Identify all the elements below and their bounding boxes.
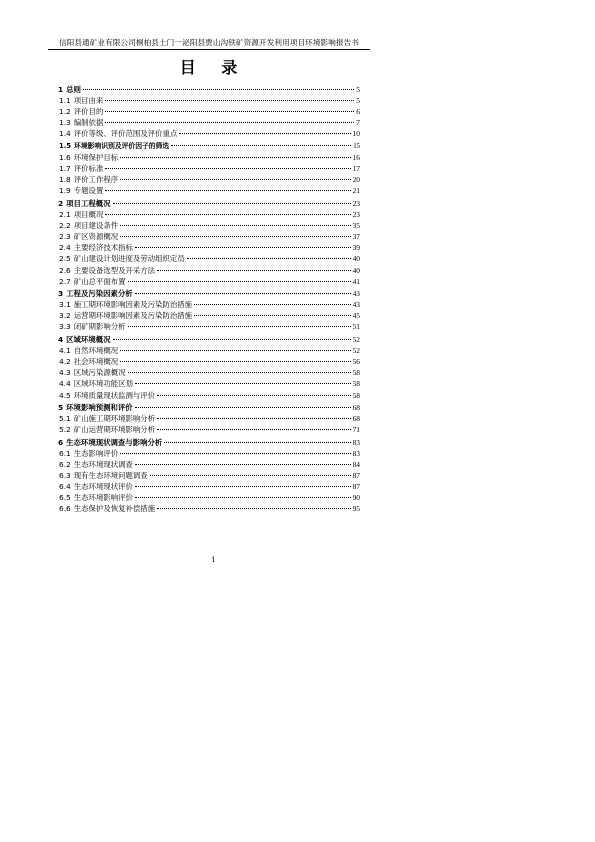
toc-section-entry[interactable] (58, 141, 360, 152)
toc-entry-label: 主要经济技术指标 (73, 243, 133, 253)
toc-section-entry[interactable] (58, 345, 360, 356)
toc-chapter-entry[interactable] (58, 334, 360, 345)
toc-entry-label: 编制依据 (73, 117, 104, 127)
toc-dot-leader (171, 145, 351, 146)
toc-entry-label: 主要设备选型及开采方法 (73, 265, 156, 275)
toc-entry-page: 87 (352, 482, 360, 492)
page-number: 1 (211, 556, 216, 564)
toc-entry-page: 90 (352, 493, 360, 503)
toc-entry-page: 10 (352, 128, 360, 138)
toc-section-entry[interactable] (58, 163, 360, 174)
toc-dot-leader (83, 89, 354, 90)
toc-entry-page: 71 (352, 425, 360, 435)
toc-entry-page: 68 (352, 414, 360, 424)
toc-entry-page: 40 (352, 254, 360, 264)
toc-entry-number: 4.3 (59, 368, 71, 378)
toc-entry-label: 区域环境功能区划 (73, 379, 133, 389)
toc-section-entry[interactable] (58, 209, 360, 220)
toc-dot-leader (113, 203, 351, 204)
toc-section-entry[interactable] (58, 503, 360, 514)
toc-dot-leader (120, 236, 350, 237)
toc-dot-leader (135, 407, 351, 408)
toc-entry-number: 4.4 (59, 379, 71, 389)
header-rule (48, 49, 370, 50)
toc-dot-leader (135, 247, 351, 248)
toc-entry-page: 7 (356, 117, 360, 127)
toc-entry-number: 6.1 (59, 449, 71, 458)
toc-dot-leader (105, 122, 354, 123)
toc-title: 目 录 (179, 58, 248, 77)
toc-dot-leader (105, 111, 354, 112)
toc-entry-number: 1.7 (59, 164, 71, 174)
toc-dot-leader (120, 453, 350, 454)
table-of-contents (58, 82, 360, 515)
toc-section-entry[interactable] (58, 390, 360, 401)
toc-entry-label: 矿山运营期环境影响分析 (73, 425, 156, 435)
toc-section-entry[interactable] (58, 152, 360, 163)
toc-entry-label: 环境影响识别及评价因子的筛选 (74, 141, 170, 150)
toc-entry-page: 87 (352, 471, 360, 481)
toc-entry-number: 1.1 (59, 95, 71, 105)
toc-section-entry[interactable] (58, 299, 360, 310)
toc-section-entry[interactable] (58, 128, 360, 139)
toc-entry-label: 运营期环境影响因素及污染防治措施 (73, 311, 193, 321)
running-header: 信阳县通矿业有限公司桐柏县土门一泌阳县贾山沟铁矿资源开发利用项目环境影响报告书 (58, 38, 360, 47)
toc-entry-number: 5 (58, 403, 64, 413)
toc-section-entry[interactable] (58, 276, 360, 287)
toc-section-entry[interactable] (58, 231, 360, 242)
toc-entry-label: 环境影响预测和评价 (66, 403, 133, 413)
toc-entry-label: 生态环境现状调查与影响分析 (66, 437, 163, 447)
toc-entry-number: 1.3 (59, 117, 71, 127)
toc-section-entry[interactable] (58, 117, 360, 128)
toc-section-entry[interactable] (58, 174, 360, 185)
toc-entry-page: 40 (352, 265, 360, 275)
toc-entry-number: 5.1 (59, 414, 71, 424)
toc-entry-label: 环境保护目标 (73, 153, 119, 163)
toc-entry-page: 83 (352, 437, 360, 447)
toc-entry-number: 2.6 (59, 265, 71, 275)
toc-entry-page: 5 (356, 84, 360, 94)
toc-entry-page: 41 (352, 276, 360, 286)
toc-dot-leader (128, 281, 351, 282)
toc-dot-leader (128, 326, 351, 327)
toc-entry-label: 现有生态环境问题调查 (73, 471, 148, 481)
toc-dot-leader (135, 486, 351, 487)
toc-entry-page: 95 (352, 504, 360, 514)
toc-entry-number: 6.5 (59, 493, 71, 503)
toc-entry-page: 58 (352, 379, 360, 389)
toc-dot-leader (135, 383, 351, 384)
toc-dot-leader (105, 214, 350, 215)
toc-entry-page: 5 (356, 95, 360, 105)
toc-entry-page: 51 (352, 322, 360, 332)
toc-entry-number: 1.5 (59, 141, 72, 150)
toc-entry-label: 生态环境影响评价 (73, 493, 133, 503)
toc-entry-label: 生态环境现状调查 (73, 460, 133, 470)
toc-entry-number: 2.3 (59, 232, 71, 242)
toc-dot-leader (113, 339, 351, 340)
toc-entry-label: 总则 (66, 84, 81, 94)
toc-dot-leader (179, 133, 350, 134)
toc-dot-leader (120, 157, 350, 158)
toc-section-entry[interactable] (58, 321, 360, 332)
toc-entry-label: 闭矿期影响分析 (73, 322, 126, 332)
toc-dot-leader (164, 442, 350, 443)
toc-dot-leader (194, 304, 351, 305)
toc-entry-page: 58 (352, 390, 360, 400)
toc-section-entry[interactable] (58, 413, 360, 424)
toc-entry-label: 生态环境现状评价 (73, 482, 133, 492)
toc-section-entry[interactable] (58, 185, 360, 196)
toc-entry-label: 专题设置 (73, 186, 104, 196)
toc-entry-number: 6.3 (59, 471, 71, 481)
toc-entry-number: 1.4 (59, 128, 71, 138)
toc-section-entry[interactable] (58, 356, 360, 367)
toc-dot-leader (157, 429, 351, 430)
toc-dot-leader (157, 270, 351, 271)
toc-entry-label: 矿山施工期环境影响分析 (73, 414, 156, 424)
toc-entry-label: 评价工作程序 (73, 175, 119, 185)
toc-entry-page: 43 (352, 289, 360, 299)
toc-entry-label: 生态影响评价 (73, 449, 119, 458)
toc-section-entry[interactable] (58, 459, 360, 470)
toc-entry-number: 2 (58, 198, 64, 208)
toc-entry-number: 4.5 (59, 390, 71, 400)
toc-entry-number: 4 (58, 335, 64, 345)
toc-entry-label: 区域环境概况 (66, 335, 111, 345)
toc-entry-label: 评价目的 (73, 106, 104, 116)
toc-dot-leader (120, 179, 350, 180)
toc-dot-leader (120, 350, 350, 351)
toc-section-entry[interactable] (58, 448, 360, 459)
toc-entry-number: 6.6 (59, 504, 71, 514)
toc-dot-leader (135, 464, 351, 465)
toc-dot-leader (157, 508, 351, 509)
toc-entry-page: 83 (352, 449, 360, 458)
toc-entry-label: 区域污染源概况 (73, 368, 126, 378)
toc-dot-leader (135, 293, 351, 294)
toc-entry-number: 6.2 (59, 460, 71, 470)
toc-entry-number: 1.2 (59, 106, 71, 116)
toc-chapter-entry[interactable] (58, 437, 360, 448)
toc-section-entry[interactable] (58, 481, 360, 492)
toc-entry-number: 1.9 (59, 186, 71, 196)
toc-entry-page: 37 (352, 232, 360, 242)
toc-section-entry[interactable] (58, 367, 360, 378)
toc-entry-label: 评价等级、评价范围及评价重点 (73, 128, 178, 138)
toc-entry-page: 52 (352, 346, 360, 356)
toc-entry-number: 3.1 (59, 300, 71, 310)
toc-dot-leader (105, 168, 350, 169)
toc-entry-label: 环境质量现状监测与评价 (73, 390, 156, 400)
toc-section-entry[interactable] (58, 253, 360, 264)
toc-entry-number: 3 (58, 289, 64, 299)
toc-dot-leader (128, 372, 351, 373)
toc-entry-page: 23 (352, 198, 360, 208)
toc-entry-page: 21 (352, 186, 360, 196)
toc-entry-number: 2.5 (59, 254, 71, 264)
toc-entry-page: 68 (352, 403, 360, 413)
toc-chapter-entry[interactable] (58, 288, 360, 299)
toc-entry-label: 矿区资源概况 (73, 232, 119, 242)
toc-section-entry[interactable] (58, 265, 360, 276)
toc-dot-leader (105, 100, 354, 101)
toc-entry-number: 2.1 (59, 210, 71, 220)
toc-section-entry[interactable] (58, 424, 360, 435)
toc-entry-number: 1 (58, 84, 64, 94)
toc-entry-page: 20 (352, 175, 360, 185)
toc-entry-number: 1.8 (59, 175, 71, 185)
toc-entry-number: 3.2 (59, 311, 71, 321)
toc-entry-number: 4.2 (59, 357, 71, 367)
toc-entry-number: 6 (58, 437, 64, 447)
toc-entry-label: 工程及污染因素分析 (66, 289, 133, 299)
toc-dot-leader (157, 418, 351, 419)
toc-section-entry[interactable] (58, 492, 360, 503)
toc-section-entry[interactable] (58, 106, 360, 117)
toc-entry-number: 3.3 (59, 322, 71, 332)
toc-entry-page: 15 (353, 142, 360, 150)
toc-entry-label: 评价标准 (73, 164, 104, 174)
toc-section-entry[interactable] (58, 378, 360, 389)
toc-chapter-entry[interactable] (58, 402, 360, 413)
toc-section-entry[interactable] (58, 242, 360, 253)
toc-section-entry[interactable] (58, 310, 360, 321)
toc-entry-number: 6.4 (59, 482, 71, 492)
toc-entry-page: 43 (352, 300, 360, 310)
toc-entry-label: 生态保护及恢复补偿措施 (73, 504, 156, 514)
toc-entry-label: 矿山总平面布置 (73, 276, 126, 286)
toc-dot-leader (135, 497, 351, 498)
toc-entry-label: 社会环境概况 (73, 357, 119, 367)
toc-entry-number: 5.2 (59, 425, 71, 435)
toc-entry-label: 项目由来 (73, 95, 104, 105)
toc-entry-page: 56 (352, 357, 360, 367)
toc-dot-leader (150, 475, 351, 476)
toc-dot-leader (120, 361, 350, 362)
toc-entry-page: 35 (352, 221, 360, 231)
toc-entry-number: 2.2 (59, 221, 71, 231)
toc-entry-page: 58 (352, 368, 360, 378)
toc-entry-page: 52 (352, 335, 360, 345)
toc-entry-number: 4.1 (59, 346, 71, 356)
toc-entry-number: 2.7 (59, 276, 71, 286)
toc-section-entry[interactable] (58, 220, 360, 231)
toc-entry-page: 45 (352, 311, 360, 321)
toc-chapter-entry[interactable] (58, 198, 360, 209)
toc-section-entry[interactable] (58, 95, 360, 106)
toc-entry-page: 16 (352, 153, 360, 163)
toc-dot-leader (194, 315, 351, 316)
toc-entry-number: 1.6 (59, 153, 71, 163)
toc-entry-page: 17 (352, 164, 360, 174)
toc-section-entry[interactable] (58, 470, 360, 481)
toc-dot-leader (105, 190, 350, 191)
toc-entry-label: 项目概况 (73, 210, 104, 220)
toc-entry-page: 39 (352, 243, 360, 253)
toc-entry-label: 施工期环境影响因素及污染防治措施 (73, 300, 193, 310)
toc-entry-page: 84 (352, 460, 360, 470)
toc-entry-page: 6 (356, 106, 360, 116)
toc-entry-label: 矿山建设计划进度及劳动组织定员 (73, 254, 185, 264)
toc-entry-page: 23 (352, 210, 360, 220)
toc-entry-label: 项目建设条件 (73, 221, 119, 231)
toc-entry-number: 2.4 (59, 243, 71, 253)
toc-dot-leader (187, 258, 351, 259)
toc-dot-leader (157, 395, 351, 396)
toc-dot-leader (120, 225, 350, 226)
toc-entry-label: 自然环境概况 (73, 346, 119, 356)
toc-chapter-entry[interactable] (58, 84, 360, 95)
toc-entry-label: 项目工程概况 (66, 198, 111, 208)
